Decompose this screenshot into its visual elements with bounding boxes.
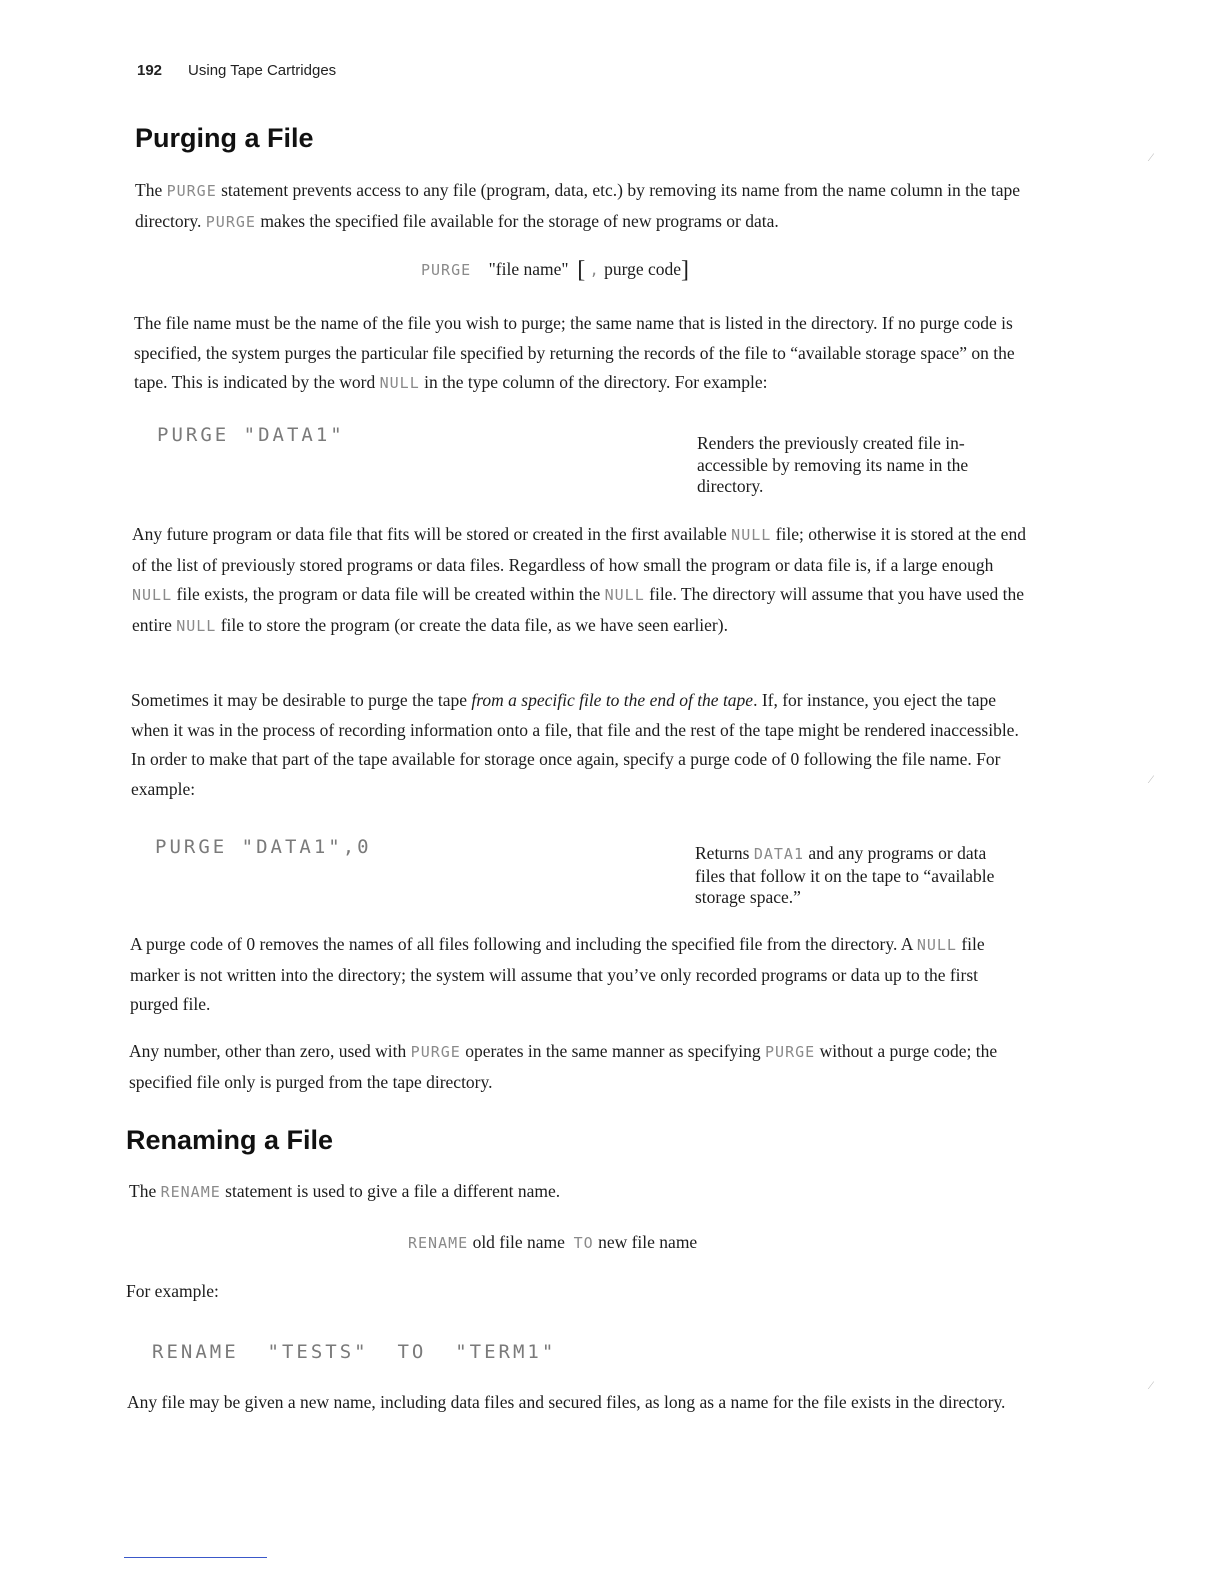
purge-intro: The PURGE statement prevents access to any file (program, data, etc.) by removing its name from the name column in the tape directory. PURGE makes the specified file available for the storage of new programs or data.	[135, 180, 1021, 231]
page-header	[137, 62, 336, 79]
rename-intro: The RENAME statement is used to give a file a different name.	[129, 1181, 561, 1201]
rename-closing: Any file may be given a new name, including data files and secured files, as long as a name for the file exists in the directory.	[127, 1392, 1006, 1412]
running-title: Using Tape Cartridges	[188, 62, 337, 79]
example-code-3: RENAME "TESTS" TO "TERM1"	[152, 1341, 557, 1363]
example-description-1: Renders the previously created file in-accessible by removing its name in the directory.	[697, 433, 969, 496]
example-code-2: PURGE "DATA1",0	[155, 836, 372, 858]
rename-syntax: RENAME old file name TO new file name	[408, 1232, 698, 1252]
purge-paragraph-6: Any number, other than zero, used with PURGE operates in the same manner as specifying PURGE without a purge code; the specified file only is purged from the tape directory.	[129, 1041, 998, 1092]
page-number: 192	[137, 62, 163, 79]
for-example-label: For example:	[126, 1281, 219, 1301]
margin-mark: ⁄	[1150, 1378, 1153, 1392]
margin-mark: ⁄	[1150, 150, 1153, 164]
heading-purging: Purging a File	[135, 123, 314, 153]
purge-paragraph-2: The file name must be the name of the file you wish to purge; the same name that is listed in the directory. If no purge code is specified, the system purges the particular file specified by returning the records of the file to “available storage space” on the tape. This is indicated by the word NULL in the type column of the directory. For example:	[134, 313, 1015, 392]
purge-paragraph-4: Sometimes it may be desirable to purge the tape from a specific file to the end of the tape. If, for instance, you eject the tape when it was in the process of recording information onto a file, that file and the rest of the tape might be rendered inaccessible. In order to make that part of the tape available for storage once again, specify a purge code of 0 following the file name. For example:	[131, 690, 1019, 799]
example-code-1: PURGE "DATA1"	[157, 424, 345, 446]
purge-syntax: PURGE "file name" [ , purge code]	[421, 257, 690, 283]
heading-renaming: Renaming a File	[126, 1125, 334, 1155]
footnote-rule	[124, 1557, 267, 1558]
purge-paragraph-5: A purge code of 0 removes the names of all files following and including the specified file from the directory. A NULL file marker is not written into the directory; the system will assume that you’ve only recorded programs or data up to the first purged file.	[130, 934, 985, 1014]
margin-mark: ⁄	[1150, 772, 1153, 786]
purge-paragraph-3: Any future program or data file that fits will be stored or created in the first available NULL file; otherwise it is stored at the end of the list of previously stored programs or data files. Regardless of how small the program or data file is, if a large enough NULL file exists, the program or data file will be created within the NULL file. The directory will assume that you have used the entire NULL file to store the program (or create the data file, as we have seen earlier).	[132, 524, 1026, 635]
example-description-2: Returns DATA1 and any programs or data files that follow it on the tape to “available storage space.”	[695, 843, 995, 907]
